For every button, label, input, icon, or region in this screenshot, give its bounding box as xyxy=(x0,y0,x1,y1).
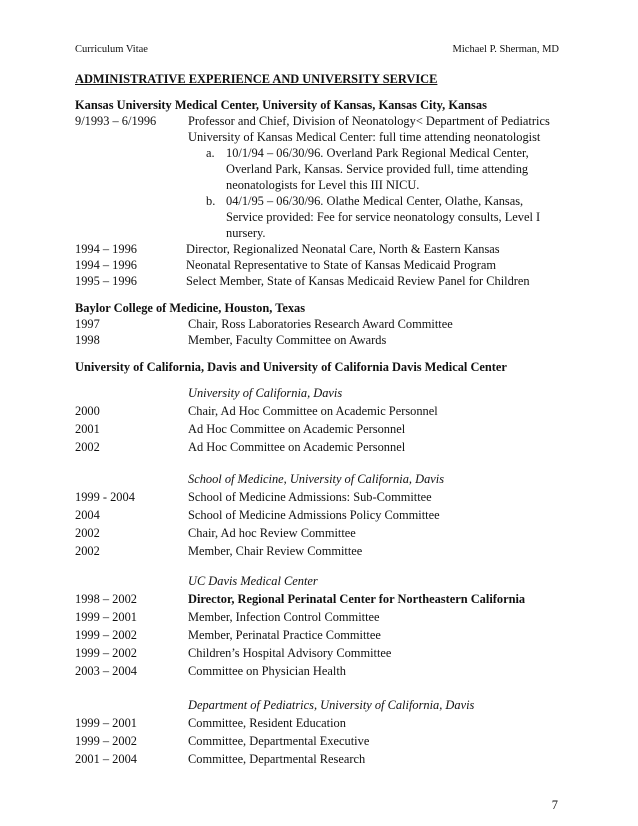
row-date: 1999 – 2002 xyxy=(75,734,137,748)
row-date: 1999 – 2001 xyxy=(75,716,137,730)
header-left: Curriculum Vitae xyxy=(75,44,148,55)
row-date: 1997 xyxy=(75,317,100,331)
row-text: Chair, Ad Hoc Committee on Academic Personnel xyxy=(188,404,438,418)
kansas-main-line2: University of Kansas Medical Center: full time attending neonatologist xyxy=(188,130,541,144)
row-date: 2001 xyxy=(75,422,100,436)
kansas-item-b-line: Service provided: Fee for service neonatology consults, Level I xyxy=(226,210,541,224)
kansas-item-b-marker: b. xyxy=(206,194,216,208)
row-text: Children’s Hospital Advisory Committee xyxy=(188,646,392,660)
group-subheading: School of Medicine, University of California, Davis xyxy=(188,472,445,486)
row-date: 2004 xyxy=(75,508,100,522)
kansas-main-date: 9/1993 – 6/1996 xyxy=(75,114,157,128)
row-text: Chair, Ad hoc Review Committee xyxy=(188,526,356,540)
row-text: Member, Perinatal Practice Committee xyxy=(188,628,381,642)
kansas-item-b-line: 04/1/95 – 06/30/96. Olathe Medical Center, Olathe, Kansas, xyxy=(226,194,524,208)
row-text: Committee, Resident Education xyxy=(188,716,346,730)
row-text: Ad Hoc Committee on Academic Personnel xyxy=(188,422,406,436)
row-text: Director, Regional Perinatal Center for Northeastern California xyxy=(188,592,526,606)
row-date: 1995 – 1996 xyxy=(75,274,137,288)
kansas-heading: Kansas University Medical Center, University of Kansas, Kansas City, Kansas xyxy=(75,98,487,112)
kansas-item-a-line: Overland Park, Kansas. Service provided full, time attending xyxy=(226,162,529,176)
row-text: Committee, Departmental Executive xyxy=(188,734,370,748)
row-text: School of Medicine Admissions: Sub-Committee xyxy=(188,490,432,504)
row-text: Member, Chair Review Committee xyxy=(188,544,363,558)
row-date: 1998 xyxy=(75,333,100,347)
row-date: 2002 xyxy=(75,526,100,540)
row-text: Member, Faculty Committee on Awards xyxy=(188,333,387,347)
row-text: Neonatal Representative to State of Kansas Medicaid Program xyxy=(186,258,497,272)
group-subheading: UC Davis Medical Center xyxy=(188,574,318,588)
kansas-item-b-line: nursery. xyxy=(226,226,266,240)
row-date: 2002 xyxy=(75,544,100,558)
row-date: 1998 – 2002 xyxy=(75,592,137,606)
row-date: 2003 – 2004 xyxy=(75,664,137,678)
header-right: Michael P. Sherman, MD xyxy=(452,44,559,55)
row-text: Director, Regionalized Neonatal Care, North & Eastern Kansas xyxy=(186,242,500,256)
row-date: 1999 - 2004 xyxy=(75,490,135,504)
row-date: 1999 – 2001 xyxy=(75,610,137,624)
row-date: 1994 – 1996 xyxy=(75,258,137,272)
group-subheading: University of California, Davis xyxy=(188,386,343,400)
row-text: School of Medicine Admissions Policy Committee xyxy=(188,508,440,522)
kansas-item-a-line: neonatologists for Level this III NICU. xyxy=(226,178,420,192)
row-text: Chair, Ross Laboratories Research Award Committee xyxy=(188,317,453,331)
row-text: Committee on Physician Health xyxy=(188,664,346,678)
row-text: Member, Infection Control Committee xyxy=(188,610,380,624)
kansas-item-a-marker: a. xyxy=(206,146,215,160)
group-subheading: Department of Pediatrics, University of California, Davis xyxy=(188,698,475,712)
ucdavis-heading: University of California, Davis and University of California Davis Medical Center xyxy=(75,360,507,374)
page-number: 7 xyxy=(551,798,558,812)
row-date: 2001 – 2004 xyxy=(75,752,137,766)
kansas-item-a-line: 10/1/94 – 06/30/96. Overland Park Regional Medical Center, xyxy=(226,146,529,160)
row-text: Ad Hoc Committee on Academic Personnel xyxy=(188,440,406,454)
section-title: ADMINISTRATIVE EXPERIENCE AND UNIVERSITY SERVICE xyxy=(75,72,438,86)
baylor-heading: Baylor College of Medicine, Houston, Texas xyxy=(75,301,306,315)
row-date: 2002 xyxy=(75,440,100,454)
row-date: 1994 – 1996 xyxy=(75,242,137,256)
row-date: 1999 – 2002 xyxy=(75,628,137,642)
row-date: 2000 xyxy=(75,404,100,418)
kansas-main-line1: Professor and Chief, Division of Neonatology< Department of Pediatrics xyxy=(188,114,550,128)
row-text: Select Member, State of Kansas Medicaid Review Panel for Children xyxy=(186,274,530,288)
row-date: 1999 – 2002 xyxy=(75,646,137,660)
row-text: Committee, Departmental Research xyxy=(188,752,366,766)
